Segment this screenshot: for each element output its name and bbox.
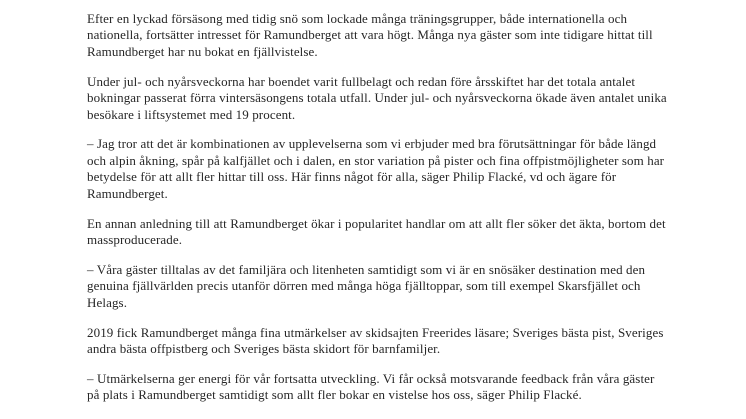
paragraph-authenticity: En annan anledning till att Ramundberget ökar i popularitet handlar om att allt fler söker det äkta, bortom det massproducerade.: [87, 215, 666, 247]
paragraph-quote-feedback: – Utmärkelserna ger energi för vår fortsatta utveckling. Vi får också motsvarande feedback från våra gäster på plats i Ramundberget samtidigt som allt fler bokar en vistelse hos oss, säger Philip Flacké.: [87, 370, 655, 403]
paragraph-bookings: Under jul- och nyårsveckorna har boendet varit fullbelagt och redan före årsskiftet har det totala antalet bokningar passerat förra vintersäsongens totala utfall. Under jul- och nyårsveckorna ökade även antalet unika besökare i liftsystemet med 19 procent.: [87, 73, 667, 122]
paragraph-quote-combination: – Jag tror att det är kombinationen av upplevelserna som vi erbjuder med bra förutsättningar för både längd och alpin åkning, spår på kalfjället och i dalen, en stor variation på pister och fina offpistmöjligheter som har betydelse för att allt fler hittar till oss. Här finns något för alla, säger Philip Flacké, vd och ägare för Ramundberget.: [87, 136, 665, 201]
paragraph-intro: Efter en lyckad försäsong med tidig snö som lockade många träningsgrupper, både internationella och nationella, fortsätter intresset för Ramundberget att vara högt. Många nya gäster som inte tidigare hittat till Ramundberget har nu bokat en fjällvistelse.: [87, 11, 653, 59]
paragraph-quote-guests: – Våra gäster tilltalas av det familjära och litenheten samtidigt som vi är en snösäker destination med den genuina fjällvärlden precis utanför dörren med många höga fjälltoppar, som till exempel Skarsfjället och Helags.: [87, 261, 646, 310]
paragraph-awards: 2019 fick Ramundberget många fina utmärkelser av skidsajten Freerides läsare; Sveriges bästa pist, Sveriges andra bästa offpistberg och Sveriges bästa skidort för barnfamiljer.: [87, 324, 664, 356]
press-release-body: [87, 11, 667, 404]
